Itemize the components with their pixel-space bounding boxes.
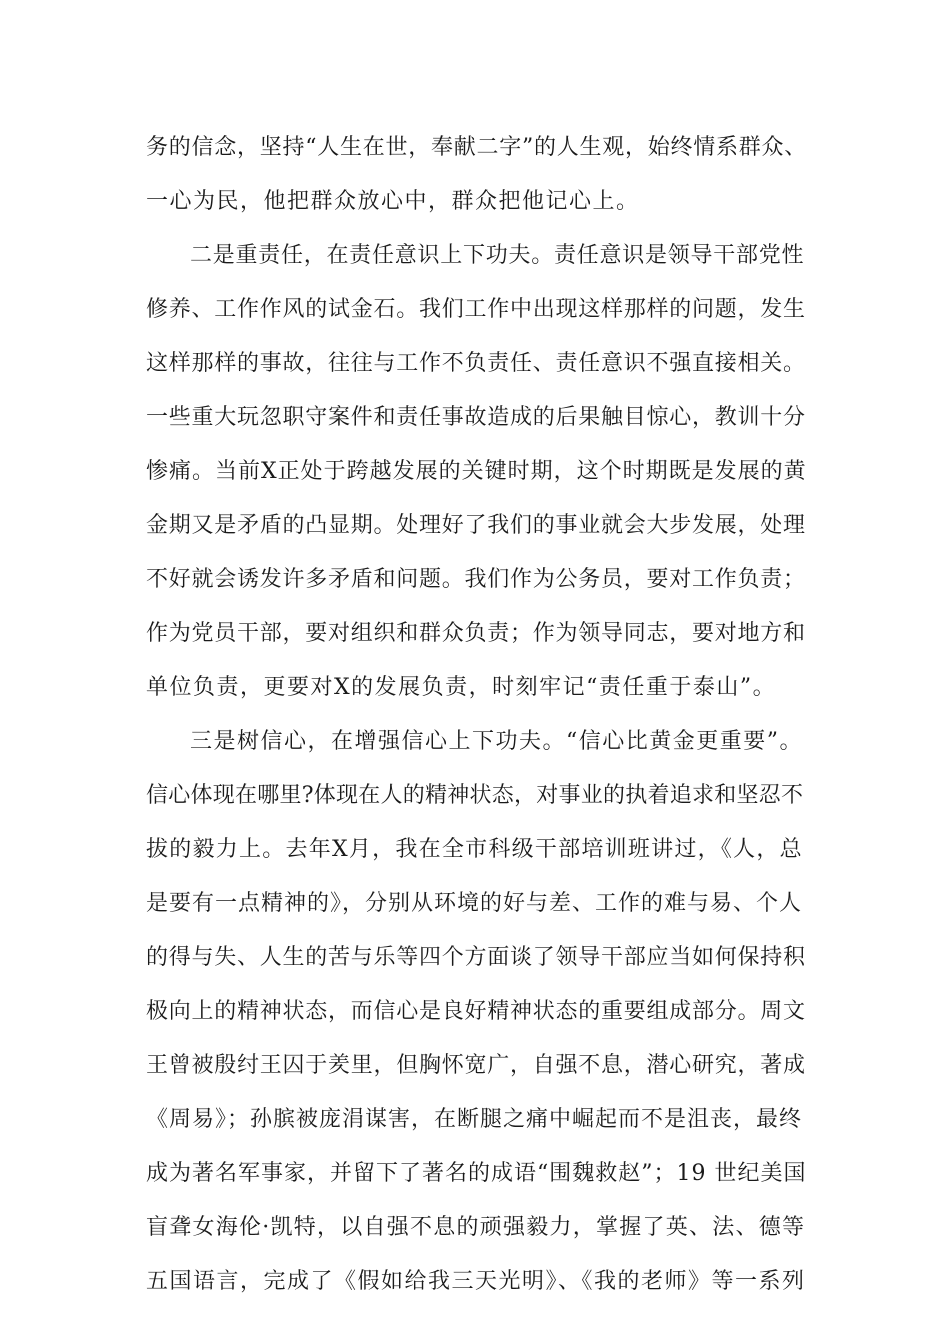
paragraph-start-line: 二是重责任，在责任意识上下功夫。责任意识是领导干部党性 [190, 243, 805, 268]
text-line: 务的信念，坚持“人生在世，奉献二字”的人生观，始终情系群众、 [146, 135, 807, 160]
text-line: 单位负责，更要对X的发展负责，时刻牢记“责任重于泰山”。 [146, 675, 777, 700]
text-line: 五国语言，完成了《假如给我三天光明》、《我的老师》等一系列 [146, 1269, 806, 1294]
text-line: 王曾被殷纣王囚于羑里，但胸怀宽广，自强不息，潜心研究，著成 [146, 1053, 806, 1078]
text-line: 不好就会诱发许多矛盾和问题。我们作为公务员，要对工作负责； [146, 567, 806, 592]
text-line: 的得与失、人生的苦与乐等四个方面谈了领导干部应当如何保持积 [146, 945, 806, 970]
text-line: 这样那样的事故，往往与工作不负责任、责任意识不强直接相关。 [146, 351, 806, 376]
text-line: 成为著名军事家，并留下了著名的成语“围魏救赵”；19 世纪美国 [146, 1161, 807, 1186]
paragraph-start-line: 三是树信心，在增强信心上下功夫。“信心比黄金更重要”。 [190, 729, 803, 754]
text-line: 惨痛。当前X正处于跨越发展的关键时期，这个时期既是发展的黄 [146, 459, 807, 484]
text-line: 极向上的精神状态，而信心是良好精神状态的重要组成部分。周文 [146, 999, 806, 1024]
text-line: 盲聋女海伦·凯特，以自强不息的顽强毅力，掌握了英、法、德等 [146, 1215, 806, 1240]
text-line: 修养、工作作风的试金石。我们工作中出现这样那样的问题，发生 [146, 297, 806, 322]
text-line: 信心体现在哪里?体现在人的精神状态，对事业的执着追求和坚忍不 [146, 783, 804, 808]
text-line: 作为党员干部，要对组织和群众负责；作为领导同志，要对地方和 [146, 621, 806, 646]
text-line: 一些重大玩忽职守案件和责任事故造成的后果触目惊心，教训十分 [146, 405, 806, 430]
text-line: 《周易》；孙膑被庞涓谋害，在断腿之痛中崛起而不是沮丧，最终 [146, 1107, 803, 1132]
text-line: 拔的毅力上。去年X月，我在全市科级干部培训班讲过，《人，总 [146, 837, 803, 862]
text-line: 金期又是矛盾的凸显期。处理好了我们的事业就会大步发展，处理 [146, 513, 806, 538]
text-line: 一心为民，他把群众放心中，群众把他记心上。 [146, 189, 640, 214]
text-line: 是要有一点精神的》，分别从环境的好与差、工作的难与易、个人 [146, 891, 803, 916]
